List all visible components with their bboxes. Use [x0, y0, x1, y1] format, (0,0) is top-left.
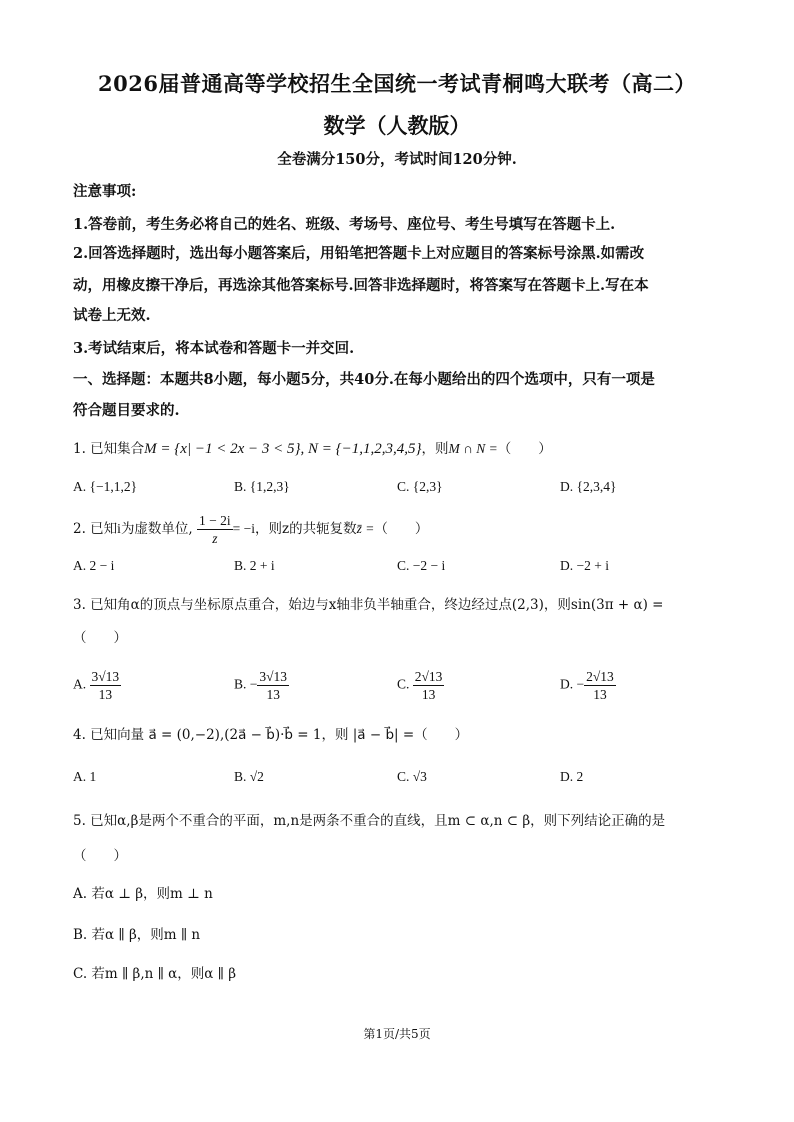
q5-option-c: C. 若m ∥ β,n ∥ α，则α ∥ β [73, 966, 237, 982]
question-4-stem [73, 726, 468, 744]
note-line-3: 动，用橡皮擦干净后，再选涂其他答案标号.回答非选择题时，将答案写在答题卡上.写在本 [73, 277, 649, 294]
q3-option-c [397, 668, 444, 703]
q4-option-d: D. 2 [560, 769, 584, 784]
q3-a-num: 3√13 [91, 669, 120, 684]
q4-option-b: B. √2 [234, 769, 264, 784]
section1-line-2: 符合题目要求的. [73, 402, 180, 419]
q4-stem: 4. 已知向量 a⃗ = (0,−2),(2a⃗ − b⃗)·b⃗ = 1，则 |a⃗ − b⃗| = [73, 727, 415, 743]
page-footer: 第1页/共5页 [363, 1027, 431, 1041]
q2-eq: = −i [232, 521, 256, 536]
q3-d-label: D. [560, 676, 574, 692]
q3-b-den: 13 [266, 687, 280, 702]
q1-option-c: C. {2,3} [397, 479, 443, 494]
q1-stem-pre: 1. 已知集合 [73, 441, 145, 457]
note-line-5: 3.考试结束后，将本试卷和答题卡一并交回. [73, 340, 355, 357]
q4-option-c: C. √3 [397, 769, 427, 784]
q3-a-fraction [90, 668, 122, 703]
q1-sets: M = {x| −1 < 2x − 3 < 5}, N = {−1,1,2,3,4,5} [144, 441, 422, 457]
q2-option-c: C. −2 − i [397, 558, 446, 573]
q5-option-a: A. 若α ⊥ β，则m ⊥ n [73, 886, 213, 902]
q3-d-den: 13 [593, 687, 607, 702]
q3-c-den: 13 [421, 687, 436, 702]
question-5-stem: 5. 已知α,β是两个不重合的平面，m,n是两条不重合的直线，且m ⊂ α,n ⊂ β，则下列结论正确的是 [73, 813, 666, 829]
note-line-2: 2.回答选择题时，选出每小题答案后，用铅笔把答题卡上对应题目的答案标号涂黑.如需改 [73, 245, 645, 262]
q2-stem-mid: 为虚数单位, [120, 521, 193, 537]
q3-c-label: C. [397, 676, 410, 692]
q3-option-d [560, 668, 616, 703]
q2-frac-den: z [212, 531, 218, 546]
q1-option-d: D. {2,3,4} [560, 479, 617, 494]
question-1-stem [73, 440, 552, 458]
q2-blank: （ ） [374, 521, 429, 537]
q1-blank: （ ） [497, 441, 552, 457]
q3-option-b [234, 668, 289, 703]
q3-a-den: 13 [98, 687, 113, 702]
q2-stem-pre: 2. 已知 [73, 521, 118, 537]
exam-meta: 全卷满分150分，考试时间120分钟. [277, 151, 517, 168]
question-3-blank: （ ） [73, 630, 127, 646]
q3-b-fraction [257, 668, 289, 703]
q2-imag-unit: i [117, 521, 121, 536]
note-line-4: 试卷上无效. [73, 307, 151, 324]
q3-d-sign: − [576, 676, 585, 692]
q1-option-a: A. {−1,1,2} [73, 479, 138, 494]
q2-frac-num: 1 − 2i [199, 513, 231, 528]
section1-line-1: 一、选择题：本题共8小题，每小题5分，共40分.在每小题给出的四个选项中，只有一项是 [73, 371, 655, 388]
q2-stem-post: ，则z的共轭复数 [255, 521, 357, 537]
q4-blank: （ ） [414, 727, 469, 743]
exam-subtitle: 数学（人教版） [323, 113, 471, 138]
q3-c-fraction [413, 668, 445, 703]
q3-d-num: 2√13 [586, 669, 614, 684]
notes-heading: 注意事项: [73, 183, 137, 200]
q4-option-a: A. 1 [73, 769, 97, 784]
q2-option-d: D. −2 + i [560, 558, 609, 573]
q2-option-b: B. 2 + i [234, 558, 275, 573]
question-3-stem: 3. 已知角α的顶点与坐标原点重合，始边与x轴非负半轴重合，终边经过点(2,3)，则sin(3π + α) = [73, 597, 664, 613]
q5-option-b: B. 若α ∥ β，则m ∥ n [73, 927, 201, 943]
q3-a-label: A. [73, 676, 87, 692]
q1-option-b: B. {1,2,3} [234, 479, 290, 494]
q3-b-num: 3√13 [259, 669, 288, 684]
question-5-blank: （ ） [73, 848, 127, 864]
q3-b-sign: − [249, 676, 258, 692]
q3-b-label: B. [234, 676, 247, 692]
q3-option-a [73, 668, 121, 703]
q1-expr: M ∩ N = [448, 441, 498, 456]
q1-stem-post: ，则 [421, 441, 449, 457]
q3-d-fraction [584, 668, 616, 703]
question-2-stem [73, 512, 428, 547]
q2-fraction [197, 512, 233, 547]
q2-zbar: z̄ = [356, 521, 375, 536]
note-line-1: 1.答卷前，考生务必将自己的姓名、班级、考场号、座位号、考生号填写在答题卡上. [73, 216, 616, 233]
exam-title: 2026届普通高等学校招生全国统一考试青桐鸣大联考（高二） [98, 71, 696, 96]
q3-c-num: 2√13 [414, 669, 443, 684]
q2-option-a: A. 2 − i [73, 558, 115, 573]
